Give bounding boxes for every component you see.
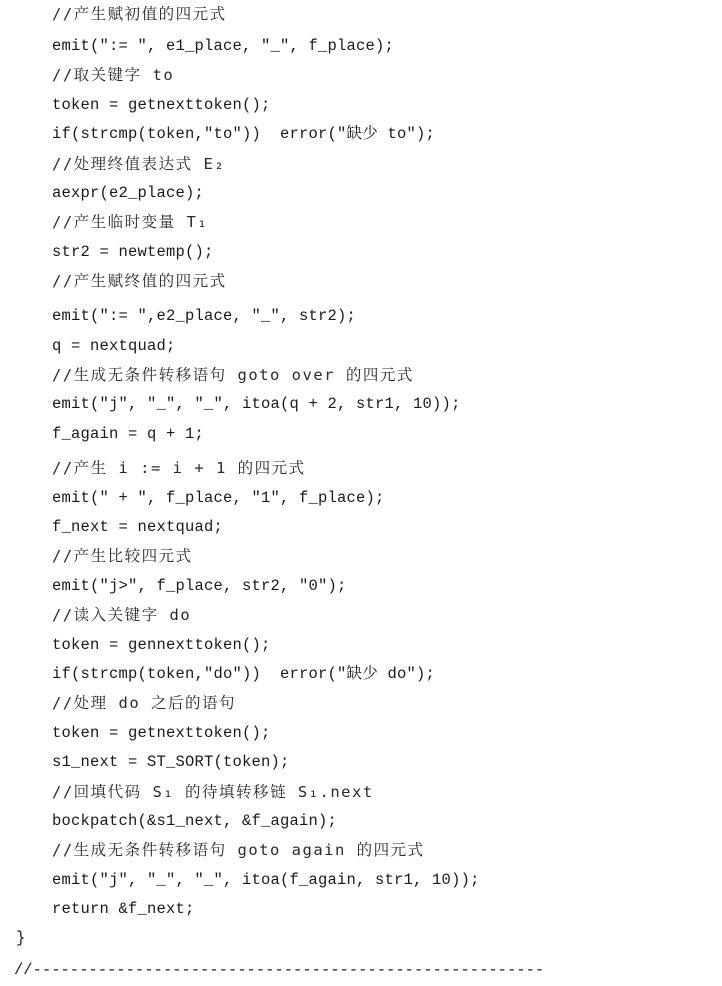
code-line: emit("j", "_", "_", itoa(q + 2, str1, 10)); bbox=[52, 395, 461, 413]
code-line: //生成无条件转移语句 goto again 的四元式 bbox=[52, 841, 425, 859]
code-line: //处理 do 之后的语句 bbox=[52, 694, 236, 712]
code-line: //取关键字 to bbox=[52, 66, 175, 84]
code-line: emit(" + ", f_place, "1", f_place); bbox=[52, 489, 385, 507]
code-line: aexpr(e2_place); bbox=[52, 184, 205, 202]
code-line: //产生赋终值的四元式 bbox=[52, 272, 227, 290]
code-line: //产生临时变量 T₁ bbox=[52, 213, 209, 231]
code-line: token = getnexttoken(); bbox=[52, 96, 271, 114]
code-line: //处理终值表达式 E₂ bbox=[52, 155, 226, 173]
code-line: //回填代码 S₁ 的待填转移链 S₁.next bbox=[52, 783, 374, 801]
code-line: if(strcmp(token,"do")) error("缺少 do"); bbox=[52, 665, 435, 683]
code-line: //生成无条件转移语句 goto over 的四元式 bbox=[52, 366, 414, 384]
code-line: bockpatch(&s1_next, &f_again); bbox=[52, 812, 338, 830]
code-line: f_next = nextquad; bbox=[52, 518, 224, 536]
code-line: q = nextquad; bbox=[52, 337, 176, 355]
code-line: s1_next = ST_SORT(token); bbox=[52, 753, 290, 771]
code-line: emit(":= ",e2_place, "_", str2); bbox=[52, 307, 357, 325]
code-line: return &f_next; bbox=[52, 900, 195, 918]
code-line: if(strcmp(token,"to")) error("缺少 to"); bbox=[52, 125, 435, 143]
comment-divider: //------------------------------------------------------- bbox=[14, 961, 545, 979]
code-line: //读入关键字 do bbox=[52, 606, 192, 624]
code-line: token = getnexttoken(); bbox=[52, 724, 271, 742]
code-line: token = gennexttoken(); bbox=[52, 636, 271, 654]
closing-brace: } bbox=[16, 929, 26, 947]
code-line: str2 = newtemp(); bbox=[52, 243, 214, 261]
code-line: emit(":= ", e1_place, "_", f_place); bbox=[52, 37, 395, 55]
code-line: emit("j", "_", "_", itoa(f_again, str1, 10)); bbox=[52, 871, 480, 889]
code-line: f_again = q + 1; bbox=[52, 425, 205, 443]
code-line: //产生赋初值的四元式 bbox=[52, 5, 227, 23]
code-line: emit("j>", f_place, str2, "0"); bbox=[52, 577, 347, 595]
code-line: //产生 i := i + 1 的四元式 bbox=[52, 459, 306, 477]
code-line: //产生比较四元式 bbox=[52, 547, 193, 565]
